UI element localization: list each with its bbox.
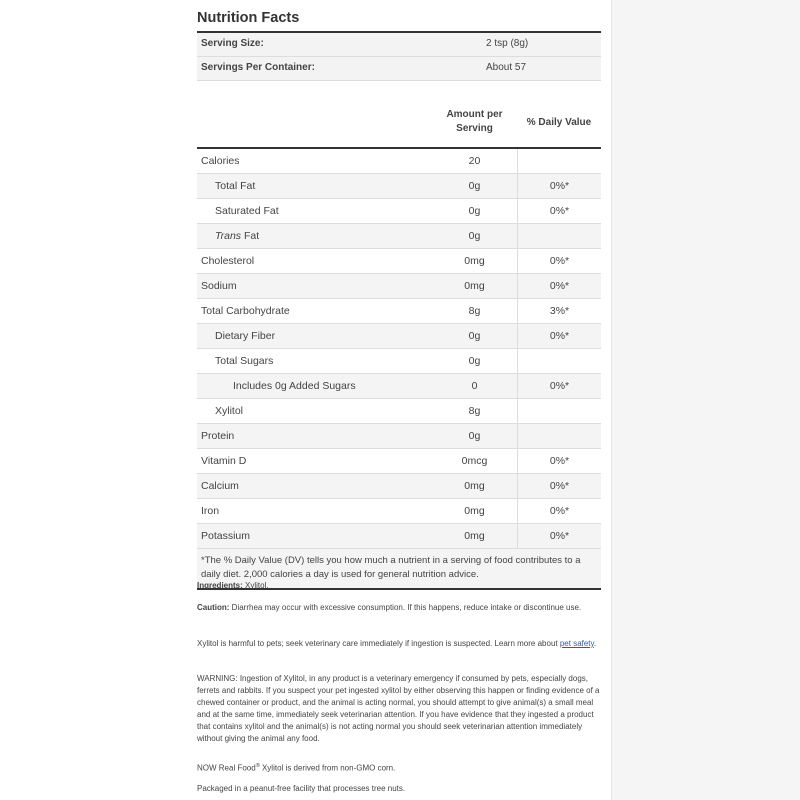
nutrient-amount: 0mcg	[461, 455, 488, 467]
table-row	[197, 449, 601, 474]
nutrition-facts-title: Nutrition Facts	[197, 10, 300, 26]
nutrient-amount: 0mg	[464, 255, 485, 267]
pets-text	[197, 638, 601, 650]
table-row	[197, 199, 601, 224]
nutrient-amount: 0mg	[464, 530, 485, 542]
nutrient-dv	[517, 399, 601, 423]
servings-per-container-value: About 57	[486, 62, 527, 73]
right-side-panel	[611, 0, 800, 800]
nutrient-name: Saturated Fat	[215, 205, 279, 217]
nutrient-name: Protein	[201, 430, 235, 442]
table-row	[197, 349, 601, 374]
caution-text	[197, 602, 601, 614]
amount-per-serving-header	[432, 95, 517, 147]
nutrient-dv	[517, 349, 601, 373]
nutrient-name: Iron	[201, 505, 220, 517]
nutrient-amount: 0g	[468, 355, 481, 367]
nutrient-name: Calcium	[201, 480, 239, 492]
nutrient-amount: 20	[468, 155, 481, 167]
table-row	[197, 324, 601, 349]
daily-value-header: % Daily Value	[526, 116, 592, 128]
table-row	[197, 374, 601, 399]
nutrient-amount: 0g	[468, 205, 481, 217]
ingredients-text	[197, 580, 601, 592]
nutrient-name: Calories	[201, 155, 240, 167]
table-row	[197, 149, 601, 174]
trans-italic: Trans	[215, 230, 242, 242]
header-spacer	[197, 95, 432, 147]
non-gmo-text	[197, 760, 601, 775]
trans-fat-suffix: Fat	[241, 230, 260, 242]
daily-value-footnote: *The % Daily Value (DV) tells you how much a nutrient in a serving of food contributes to a daily diet. 2,000 calories a day is used for general nutrition advice.	[197, 549, 601, 590]
nutrient-name: Sodium	[201, 280, 237, 292]
nutrient-dv: 0%*	[517, 474, 601, 498]
table-row	[197, 424, 601, 449]
table-row	[197, 299, 601, 324]
nutrient-amount: 0mg	[464, 480, 485, 492]
warning-text: WARNING: Ingestion of Xylitol, in any product is a veterinary emergency if consumed by pets, especially dogs, ferrets and rabbits. If you suspect your pet ingested xylitol by either observing this happen or finding evidence of a chewed container or product, and the animal is acting normal, you should attempt to give animal(s) a small meal and at the same time, immediately seek veterinarian attention. If you have evidence that they ingested a product that contains xylitol and the animal(s) is not acting normal you should seek veterinarian attention immediately without giving the animal any food.	[197, 674, 600, 743]
servings-per-container-row	[197, 57, 601, 81]
nutrient-name: Potassium	[201, 530, 251, 542]
nutrient-name: Includes 0g Added Sugars	[233, 380, 356, 392]
pets-end: .	[593, 639, 597, 648]
nutrient-amount: 0mg	[464, 505, 485, 517]
table-row	[197, 524, 601, 549]
ingredients-label: Ingredients:	[197, 581, 243, 590]
table-row	[197, 399, 601, 424]
nutrient-name-trans-fat	[197, 224, 432, 248]
nutrient-amount: 8g	[468, 305, 481, 317]
amount-header-line2: Serving	[456, 123, 493, 134]
table-header	[197, 95, 601, 149]
nutrient-dv: 0%*	[517, 374, 601, 398]
pet-safety-link[interactable]: pet safety	[559, 639, 594, 648]
nutrient-dv: 0%*	[517, 499, 601, 523]
table-row	[197, 174, 601, 199]
non-gmo-pre: NOW Real Food	[197, 763, 256, 773]
servings-per-container-label: Servings Per Container:	[201, 62, 315, 73]
registered-mark: ®	[255, 763, 260, 769]
nutrient-amount: 0mg	[464, 280, 485, 292]
nutrient-dv	[517, 149, 601, 173]
nutrient-name: Total Sugars	[215, 355, 274, 367]
nutrient-amount: 0	[471, 380, 478, 392]
nutrition-panel	[197, 0, 601, 590]
pets-value: Xylitol is harmful to pets; seek veterinary care immediately if ingestion is suspected. Learn more about	[197, 639, 560, 648]
amount-header-line1: Amount per	[446, 109, 503, 120]
nutrient-dv: 0%*	[517, 449, 601, 473]
nutrient-name: Total Fat	[215, 180, 256, 192]
nutrient-name: Total Carbohydrate	[201, 305, 290, 317]
nutrient-name: Vitamin D	[201, 455, 247, 467]
nutrient-name: Cholesterol	[201, 255, 255, 267]
nutrient-name: Dietary Fiber	[215, 330, 276, 342]
table-row	[197, 499, 601, 524]
packaged-text: Packaged in a peanut-free facility that processes tree nuts.	[197, 784, 406, 793]
ingredients-value: Xylitol.	[242, 581, 269, 590]
nutrient-dv: 0%*	[517, 274, 601, 298]
nutrient-amount: 0g	[468, 180, 481, 192]
serving-size-row	[197, 33, 601, 57]
nutrient-dv: 0%*	[517, 249, 601, 273]
table-row	[197, 274, 601, 299]
serving-size-label: Serving Size:	[201, 38, 264, 49]
nutrient-dv	[517, 424, 601, 448]
table-row	[197, 249, 601, 274]
nutrient-dv: 0%*	[517, 324, 601, 348]
nutrient-amount: 0g	[468, 430, 481, 442]
table-row	[197, 474, 601, 499]
non-gmo-post: Xylitol is derived from non-GMO corn.	[259, 763, 396, 773]
caution-value: Diarrhea may occur with excessive consumption. If this happens, reduce intake or discontinue use.	[229, 603, 582, 612]
nutrient-dv	[517, 224, 601, 248]
nutrient-dv: 3%*	[517, 299, 601, 323]
table-row	[197, 224, 601, 249]
nutrient-name: Xylitol	[215, 405, 244, 417]
serving-size-value: 2 tsp (8g)	[486, 38, 529, 49]
nutrient-amount: 0g	[468, 230, 481, 242]
nutrient-dv: 0%*	[517, 174, 601, 198]
nutrient-dv: 0%*	[517, 524, 601, 548]
nutrient-dv: 0%*	[517, 199, 601, 223]
caution-label: Caution:	[197, 603, 230, 612]
nutrient-amount: 0g	[468, 330, 481, 342]
nutrient-rows	[197, 149, 601, 549]
nutrient-amount: 8g	[468, 405, 481, 417]
